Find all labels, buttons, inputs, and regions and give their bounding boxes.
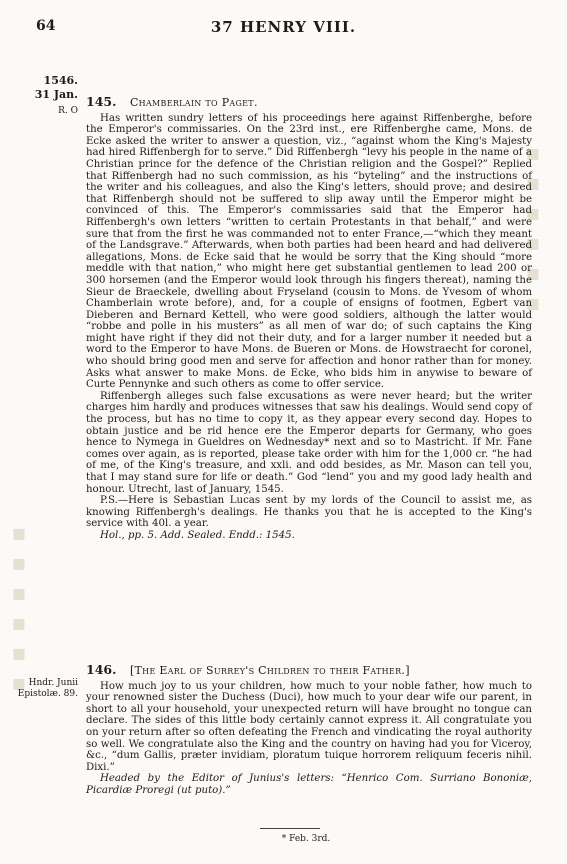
entry-paragraph: P.S.—Here is Sebastian Lucas sent by my lords of the Council to assist me, as knowing Riffenbergh's dealings. He thanks you that he is accepted to the King's service with 40l. a year.: [86, 495, 532, 530]
page-number: 64: [36, 18, 56, 34]
library-watermark: ▪▪▪▪▪▪: [520, 140, 546, 320]
entry-source-note: Headed by the Editor of Junius's letters: “Henrico Com. Surriano Bononiæ, Picardiæ Proregi (ut puto).”: [86, 773, 532, 796]
footnote: * Feb. 3rd.: [281, 834, 331, 844]
margin-source-145: R. O: [58, 106, 78, 116]
entry-paragraph: Has written sundry letters of his proceedings here against Riffenberghe, before the Emperor's commissaries. On the 23rd inst., ere Riffenberghe came, Mons. de Ecke asked the writer to answer a question, viz., “against whom the King's Majesty had hired Riffenbergh for to serve.” Did Riffenbergh “levy his people in the name of a Christian prince for the defence of the Christian religion and the Gospel?” Replied that Riffenbergh had no such commission, as his “byteling” and the instructions of the writer and his colleagues, and also the King's letters, should prove; and desired that Riffenbergh should not be suffered to slip away until the Emperor might be convinced of this. The Emperor's commissaries said that the Emperor had Riffenbergh's own letters “written to certain Protestants in that behalf,” and were sure that from the first he was commanded not to enter France,—“which they meant of the Landsgrave.” Afterwards, when both parties had been heard and had delivered allegations, Mons. de Ecke said that he would be sorry that the King should “more meddle with that nation,” who might here get substantial gentlemen to lead 200 or 300 horsemen (and the Emperor would look through his fingers thereat), naming the Sieur de Braeckele, dwelling about Fryseland (cousin to Mons. de Yvesom of whom Chamberlain wrote before), and, for a couple of ensigns of footmen, Egbert van Dieberen and Bernard Kettell, who were good soldiers, although the latter would “robbe and polle in his musters” as all men of war do; of such captains the King might have right if they did not their duty, and for a larger number it needed but a word to the Emperor to have Mons. de Bueren or Mons. de Howstraecht for coronel, who should bring good men and serve for affection and honor rather than for money. Asks what answer to make Mons. de Ecke, who bids him in anywise to beware of Curte Pennynke and such others as come to offer service.: [86, 112, 532, 391]
entry-title: [The Earl of Surrey's Children to their Father.]: [129, 664, 410, 677]
running-title: 37 HENRY VIII.: [210, 18, 357, 36]
footnote-divider: [260, 828, 320, 829]
margin-year: 1546.: [43, 74, 78, 87]
margin-date: 31 Jan.: [34, 88, 78, 101]
entry-heading: [86, 96, 532, 109]
page-header: [36, 18, 531, 38]
entry-title: Chamberlain to Paget.: [129, 96, 258, 109]
entry-number: 146.: [86, 662, 117, 677]
library-watermark: ▪▪▪▪▪▪: [6, 520, 32, 700]
margin-source-146-line2: Epistolæ. 89.: [17, 689, 78, 699]
entry-number: 145.: [86, 94, 117, 109]
entry-146: [86, 664, 532, 797]
entry-source-note: Hol., pp. 5. Add. Sealed. Endd.: 1545.: [100, 529, 295, 541]
entry-145: [86, 96, 532, 542]
entry-paragraph: How much joy to us your children, how much to your noble father, how much to your renowned sister the Duchess (Duci), how much to your dear wife our parent, in short to all your household, your unexpected return will have brought no tongue can declare. The sides of this little body certainly cannot express it. All congratulate you on your return after so often defeating the French and vindicating the royal authority so well. We congratulate also the King and the country on having had you for Viceroy, &c., “dum Gallis, præter invidiam, ploratum tuique horrorem reliquum feceris nihil. Dixi.”: [86, 680, 532, 773]
margin-source-146-line1: Hndr. Junii: [28, 678, 78, 688]
entry-paragraph: Riffenbergh alleges such false excusations as were never heard; but the writer charges him hardly and produces witnesses that saw his dealings. Would send copy of the process, but has no time to copy it, as they appear every second day. Hopes to obtain justice and be rid hence ere the Emperor departs for Germany, who goes hence to Nymega in Gueldres on Wednesday* next and so to Mastricht. If Mr. Fane comes over again, as is reported, please take order with him for the 1,000 cr. “he had of me, of the King's treasure, and xxli. and odd besides, as Mr. Mason can tell you, that I may stand sure for life or death.” God “lend” you and my good lady health and honour. Utrecht, last of January, 1545.: [86, 390, 532, 495]
entry-heading: [86, 664, 532, 677]
